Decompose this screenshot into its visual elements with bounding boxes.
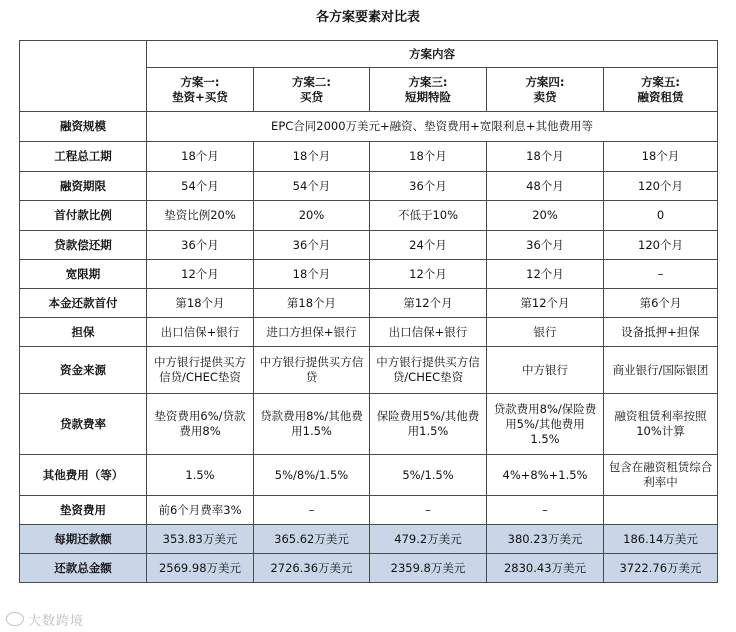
table-cell: 5%/8%/1.5% bbox=[254, 455, 370, 496]
table-cell: 18个月 bbox=[370, 142, 487, 172]
table-cell: 18个月 bbox=[487, 142, 604, 172]
table-cell: – bbox=[604, 260, 718, 289]
table-cell: – bbox=[487, 496, 604, 525]
scheme-name: 方案一: bbox=[180, 74, 220, 89]
table-corner bbox=[20, 41, 147, 112]
scheme-name: 方案五: bbox=[640, 74, 681, 89]
row-label: 融资期限 bbox=[20, 172, 147, 201]
table-cell: 365.62万美元 bbox=[254, 525, 370, 554]
row-label: 宽限期 bbox=[20, 260, 147, 289]
table-cell: 479.2万美元 bbox=[370, 525, 487, 554]
table-cell: 中方银行 bbox=[487, 347, 604, 394]
row-label: 每期还款额 bbox=[20, 525, 147, 554]
table-cell: 36个月 bbox=[254, 231, 370, 260]
table-cell: 中方银行提供买方信贷/CHEC垫资 bbox=[370, 347, 487, 394]
scheme-header bbox=[604, 68, 718, 112]
table-cell: 第12个月 bbox=[370, 289, 487, 318]
table-cell: 第18个月 bbox=[254, 289, 370, 318]
table-cell: 银行 bbox=[487, 318, 604, 347]
table-cell: 包含在融资租赁综合利率中 bbox=[604, 455, 718, 496]
table-row bbox=[20, 260, 718, 289]
table-cell: 36个月 bbox=[370, 172, 487, 201]
table-cell: 第18个月 bbox=[147, 289, 254, 318]
scheme-header bbox=[147, 68, 254, 112]
scheme-name: 方案二: bbox=[291, 74, 332, 89]
table-row bbox=[20, 201, 718, 231]
table-cell: 商业银行/国际银团 bbox=[604, 347, 718, 394]
table-cell: 186.14万美元 bbox=[604, 525, 718, 554]
table-cell: 中方银行提供买方信贷/CHEC垫资 bbox=[147, 347, 254, 394]
table-cell: 36个月 bbox=[487, 231, 604, 260]
table-cell: 36个月 bbox=[147, 231, 254, 260]
page-title: 各方案要素对比表 bbox=[315, 10, 420, 25]
scheme-type: 短期特险 bbox=[405, 89, 451, 104]
table-row bbox=[20, 289, 718, 318]
table-cell: 2726.36万美元 bbox=[254, 554, 370, 583]
row-label: 本金还款首付 bbox=[20, 289, 147, 318]
table-row bbox=[20, 172, 718, 201]
watermark-logo-icon bbox=[6, 612, 24, 626]
table-cell: 12个月 bbox=[487, 260, 604, 289]
table-cell: 垫资比例20% bbox=[147, 201, 254, 231]
scheme-header bbox=[254, 68, 370, 112]
table-cell: 18个月 bbox=[604, 142, 718, 172]
table-cell: 12个月 bbox=[370, 260, 487, 289]
scheme-type: 融资租赁 bbox=[637, 89, 684, 104]
table-cell: 贷款费用8%/保险费用5%/其他费用1.5% bbox=[487, 394, 604, 455]
table-cell: 48个月 bbox=[487, 172, 604, 201]
scheme-header bbox=[370, 68, 487, 112]
table-cell: 出口信保+银行 bbox=[370, 318, 487, 347]
row-label: 还款总金额 bbox=[20, 554, 147, 583]
table-row bbox=[20, 318, 718, 347]
row-label: 工程总工期 bbox=[20, 142, 147, 172]
row-label: 贷款费率 bbox=[20, 394, 147, 455]
comparison-table bbox=[19, 40, 718, 583]
table-cell: 2359.8万美元 bbox=[370, 554, 487, 583]
table-row bbox=[20, 455, 718, 496]
table-cell: 120个月 bbox=[604, 231, 718, 260]
table-cell: 进口方担保+银行 bbox=[254, 318, 370, 347]
table-cell: 353.83万美元 bbox=[147, 525, 254, 554]
row-label: 贷款偿还期 bbox=[20, 231, 147, 260]
financing-scale-value: EPC合同2000万美元+融资、垫资费用+宽限利息+其他费用等 bbox=[147, 112, 718, 142]
table-cell: 18个月 bbox=[254, 142, 370, 172]
table-row bbox=[20, 231, 718, 260]
watermark-text: 大数跨境 bbox=[28, 614, 85, 629]
table-cell: 设备抵押+担保 bbox=[604, 318, 718, 347]
table-row bbox=[20, 525, 718, 554]
table-cell: 5%/1.5% bbox=[370, 455, 487, 496]
table-cell: – bbox=[254, 496, 370, 525]
table-cell: 垫资费用6%/贷款费用8% bbox=[147, 394, 254, 455]
table-cell: 18个月 bbox=[147, 142, 254, 172]
table-cell: 120个月 bbox=[604, 172, 718, 201]
table-cell: 0 bbox=[604, 201, 718, 231]
table-row bbox=[20, 496, 718, 525]
table-cell: 前6个月费率3% bbox=[147, 496, 254, 525]
table-cell: 54个月 bbox=[147, 172, 254, 201]
row-label: 担保 bbox=[20, 318, 147, 347]
row-label: 首付款比例 bbox=[20, 201, 147, 231]
table-cell: 2569.98万美元 bbox=[147, 554, 254, 583]
group-header: 方案内容 bbox=[147, 41, 718, 68]
row-label: 融资规模 bbox=[20, 112, 147, 142]
scheme-type: 垫资+买贷 bbox=[172, 89, 228, 104]
scheme-type: 买贷 bbox=[300, 89, 323, 104]
table-cell: 20% bbox=[487, 201, 604, 231]
table-cell: 贷款费用8%/其他费用1.5% bbox=[254, 394, 370, 455]
scheme-header bbox=[487, 68, 604, 112]
table-cell: 18个月 bbox=[254, 260, 370, 289]
table-cell: 4%+8%+1.5% bbox=[487, 455, 604, 496]
table-cell: 第12个月 bbox=[487, 289, 604, 318]
table-cell: 融资租赁利率按照10%计算 bbox=[604, 394, 718, 455]
table-row bbox=[20, 394, 718, 455]
table-row bbox=[20, 554, 718, 583]
table-cell: 12个月 bbox=[147, 260, 254, 289]
table-cell: 20% bbox=[254, 201, 370, 231]
row-label: 其他费用（等） bbox=[20, 455, 147, 496]
table-cell: 3722.76万美元 bbox=[604, 554, 718, 583]
table-cell: 54个月 bbox=[254, 172, 370, 201]
table-cell: 不低于10% bbox=[370, 201, 487, 231]
table-cell: 2830.43万美元 bbox=[487, 554, 604, 583]
table-cell: 380.23万美元 bbox=[487, 525, 604, 554]
scheme-type: 卖贷 bbox=[533, 89, 557, 104]
table-cell: 出口信保+银行 bbox=[147, 318, 254, 347]
table-cell: 保险费用5%/其他费用1.5% bbox=[370, 394, 487, 455]
table-cell bbox=[604, 496, 718, 525]
table-cell: – bbox=[370, 496, 487, 525]
scheme-name: 方案三: bbox=[408, 74, 448, 89]
table-cell: 1.5% bbox=[147, 455, 254, 496]
table-row bbox=[20, 142, 718, 172]
row-label: 垫资费用 bbox=[20, 496, 147, 525]
table-cell: 中方银行提供买方信贷 bbox=[254, 347, 370, 394]
row-label: 资金来源 bbox=[20, 347, 147, 394]
watermark bbox=[6, 610, 84, 629]
table-cell: 第6个月 bbox=[604, 289, 718, 318]
table-row bbox=[20, 347, 718, 394]
table-cell: 24个月 bbox=[370, 231, 487, 260]
scheme-name: 方案四: bbox=[525, 74, 565, 89]
